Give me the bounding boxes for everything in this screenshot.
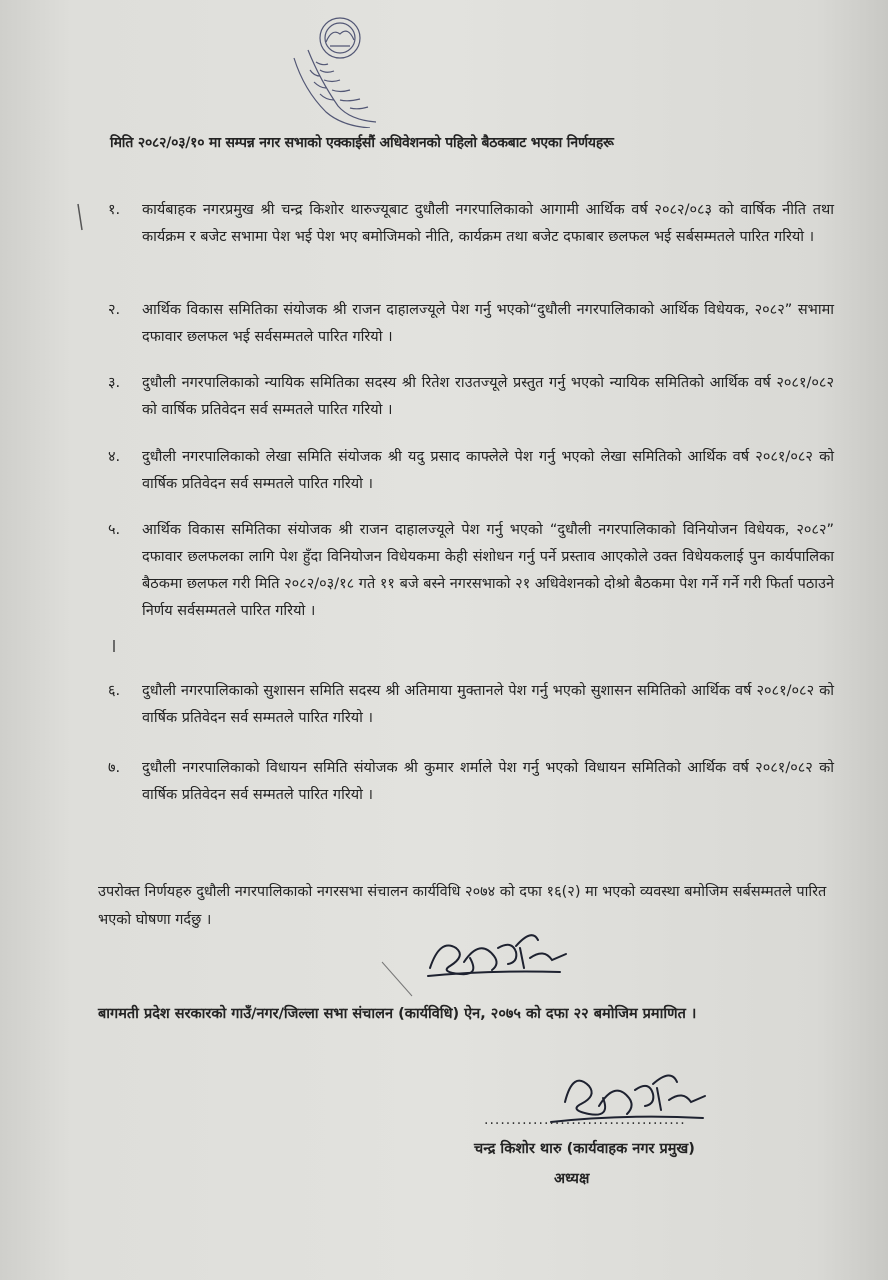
signature-line: .....................................	[484, 1112, 686, 1128]
decision-text: दुधौली नगरपालिकाको विधायन समिति संयोजक श्री कुमार शर्माले पेश गर्नु भएको विधायन समितिको आर्थिक वर्ष २०८१/०८२ को वार्षिक प्रतिवेदन सर्व सम्मतले पारित गरियो ।	[142, 760, 834, 803]
decision-text: आर्थिक विकास समितिका संयोजक श्री राजन दाहालज्यूले पेश गर्नु भएको “दुधौली नगरपालिकाको विनियोजन विधेयक, २०८२” दफावार छलफलका लागि पेश हुँदा विनियोजन विधेयकमा केही संशोधन गर्नु पर्ने प्रस्ताव आएकोले उक्त विधेयकलाई पुन कार्यपालिका बैठकमा छलफल गरी मिति २०८२/०३/१८ गते ११ बजे बस्ने नगरसभाको २१ अधिवेशनको दोश्रो बैठकमा पेश गर्ने गर्ने गरी फिर्ता पठाउने निर्णय सर्वसम्मतले पारित गरियो ।	[142, 522, 834, 619]
decision-text: दुधौली नगरपालिकाको सुशासन समिति सदस्य श्री अतिमाया मुक्तानले पेश गर्नु भएको सुशासन समितिको आर्थिक वर्ष २०८१/०८२ को वार्षिक प्रतिवेदन सर्व सम्मतले पारित गरियो ।	[142, 683, 834, 726]
authentication-statement: बागमती प्रदेश सरकारको गाउँ/नगर/जिल्ला सभा संचालन (कार्यविधि) ऐन, २०७५ को दफा २२ बमोजिम प्रमाणित ।	[98, 1006, 697, 1022]
decision-text: आर्थिक विकास समितिका संयोजक श्री राजन दाहालज्यूले पेश गर्नु भएको“दुधौली नगरपालिकाको आर्थिक विधेयक, २०८२” सभामा दफावार छलफल भई सर्वसम्मतले पारित गरियो ।	[142, 302, 834, 345]
decision-number: ६.	[108, 683, 121, 699]
decision-text: दुधौली नगरपालिकाको लेखा समिति संयोजक श्री यदु प्रसाद काफ्लेले पेश गर्नु भएको लेखा समितिको आर्थिक वर्ष २०८१/०८२ को वार्षिक प्रतिवेदन सर्व सम्मतले पारित गरियो ।	[142, 449, 834, 492]
decision-number: ५.	[108, 522, 121, 538]
decision-text: कार्यबाहक नगरप्रमुख श्री चन्द्र किशोर थारुज्यूबाट दुधौली नगरपालिकाको आगामी आर्थिक वर्ष २०८२/०८३ को वार्षिक नीति तथा कार्यक्रम र बजेट सभामा पेश भई पेश भए बमोजिमको नीति, कार्यक्रम तथा बजेट दफाबार छलफल भई सर्बसम्मतले पारित गरियो ।	[142, 202, 834, 245]
signer-role: अध्यक्ष	[554, 1171, 590, 1187]
decision-number: १.	[108, 202, 121, 218]
decision-number: ७.	[108, 760, 121, 776]
decision-text: दुधौली नगरपालिकाको न्यायिक समितिका सदस्य श्री रितेश राउतज्यूले प्रस्तुत गर्नु भएको न्यायिक समितिको आर्थिक वर्ष २०८१/०८२ को वार्षिक प्रतिवेदन सर्व सम्मतले पारित गरियो ।	[142, 375, 834, 418]
pen-mark	[78, 204, 82, 230]
decision-number: ४.	[108, 449, 121, 465]
decision-number: २.	[108, 302, 121, 318]
closing-declaration: उपरोक्त निर्णयहरु दुधौली नगरपालिकाको नगरसभा संचालन कार्यविधि २०७४ को दफा १६(२) मा भएको व्यवस्था बमोजिम सर्बसम्मतले पारित भएको घोषणा गर्दछु ।	[98, 884, 827, 928]
crease-line	[382, 962, 412, 996]
page-title: मिति २०८२/०३/१० मा सम्पन्न नगर सभाको एक्काईसौं अधिवेशनको पहिलो बैठकबाट भएका निर्णयहरू	[110, 135, 614, 151]
signer-name: चन्द्र किशोर थारु (कार्यवाहक नगर प्रमुख)	[474, 1141, 695, 1157]
decision-number: ३.	[108, 375, 121, 391]
